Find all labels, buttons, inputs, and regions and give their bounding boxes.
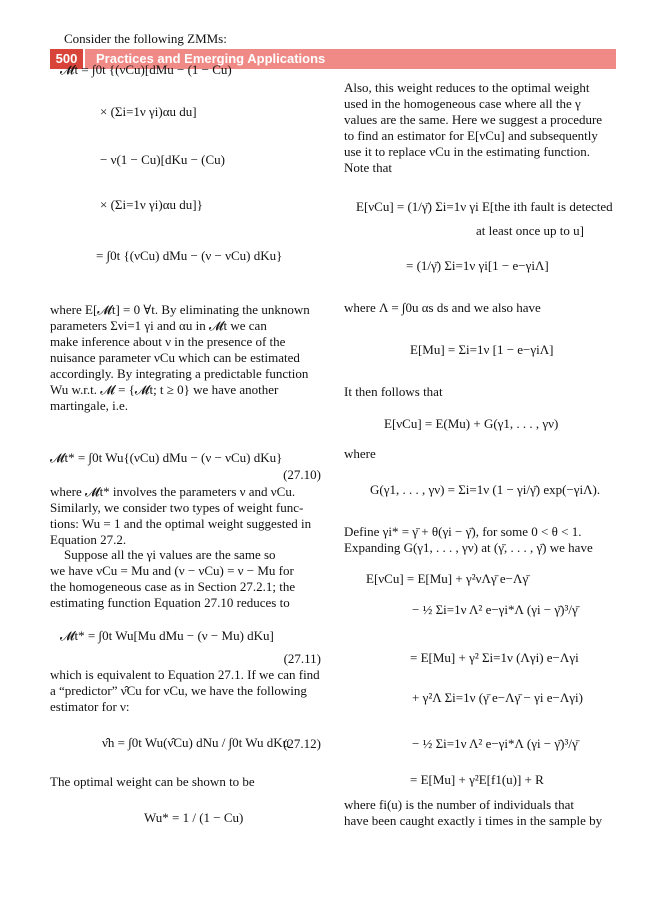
text-line: where 𝓜t* involves the parameters ν and νCu. [50, 484, 296, 499]
paragraph-where-fi [344, 797, 615, 829]
text-line: where E[𝓜t] = 0 ∀t. By eliminating the unknown [50, 302, 310, 317]
text-line: used in the homogeneous case where all the γ [344, 96, 581, 111]
paragraph-involves [50, 484, 321, 548]
paragraph-equivalent [50, 667, 321, 715]
text-line: nuisance parameter νCu which can be estimated [50, 350, 300, 365]
equation-expected-vcu-line2: at least once up to u] [476, 223, 584, 238]
paragraph: where [344, 446, 376, 461]
equation-27-12: ν̂h = ∫0t Wu(ν̂Cu) dNu / ∫0t Wu dKu [102, 735, 290, 750]
equation-expansion-line3: = E[Mu] + γ² Σi=1ν (Λγi) e−Λγi [410, 650, 579, 665]
paragraph: It then follows that [344, 384, 443, 399]
running-title: Practices and Emerging Applications [96, 51, 326, 66]
equation-27-11: 𝓜t* = ∫0t Wu[Mu dMu − (ν − Mu) dKu] [60, 628, 274, 643]
text-line: which is equivalent to Equation 27.1. If we can find [50, 667, 320, 682]
equation-zmm-line3: − ν(1 − Cu)[dKu − (Cu) [100, 152, 225, 167]
paragraph-suppose [50, 547, 321, 611]
text-line: Equation 27.2. [50, 532, 127, 547]
text-line: estimator for ν: [50, 699, 130, 714]
equation-number: (27.11) [283, 651, 321, 666]
text-line: have been caught exactly i times in the sample by [344, 813, 603, 828]
text-line: Suppose all the γi values are the same so [64, 547, 276, 562]
paragraph: where Λ = ∫0u αs ds and we also have [344, 300, 541, 315]
text-line: where fi(u) is the number of individuals that [344, 797, 574, 812]
equation-zmm-line5: = ∫0t {(νCu) dMu − (ν − νCu) dKu} [96, 248, 283, 263]
text-line: tions: Wu = 1 and the optimal weight suggested in [50, 516, 312, 531]
paragraph: Consider the following ZMMs: [64, 31, 227, 46]
text-line: Define γi* = γ̄ + θ(γi − γ̄), for some 0 < θ < 1. [344, 524, 582, 539]
equation-expansion-line2: − ½ Σi=1ν Λ² e−γi*Λ (γi − γ̄)³/γ̄ [412, 602, 578, 617]
paragraph-eliminating [50, 302, 321, 414]
text-line: Also, this weight reduces to the optimal weight [344, 80, 590, 95]
text-line: the homogeneous case as in Section 27.2.1; the [50, 579, 296, 594]
text-line: to find an estimator for E[νCu] and subsequently [344, 128, 598, 143]
text-line: Similarly, we consider two types of weight func- [50, 500, 304, 515]
paragraph: The optimal weight can be shown to be [50, 774, 255, 789]
paragraph-also [344, 80, 615, 176]
equation-expected-mu: E[Mu] = Σi=1ν [1 − e−γiΛ] [410, 342, 554, 357]
equation-number: (27.10) [283, 467, 321, 482]
equation-expansion-line6: = E[Mu] + γ²E[f1(u)] + R [410, 772, 544, 787]
paragraph-define [344, 524, 615, 556]
equation-g-function: G(γ1, . . . , γν) = Σi=1ν (1 − γi/γ̄) exp(−γiΛ). [370, 482, 601, 497]
equation-number: (27.12) [283, 736, 321, 751]
page-number: 500 [50, 49, 83, 69]
equation-zmm-line2: × (Σi=1ν γi)αu du] [100, 104, 197, 119]
equation-optimal-weight: Wu* = 1 / (1 − Cu) [144, 810, 244, 825]
equation-expansion-line1: E[νCu] = E[Mu] + γ²νΛγ̄ e−Λγ̄ [366, 571, 529, 586]
text-line: use it to replace νCu in the estimating function. [344, 144, 590, 159]
text-line: make inference about ν in the presence of the [50, 334, 286, 349]
text-line: accordingly. By integrating a predictable function [50, 366, 309, 381]
equation-expansion-line5: − ½ Σi=1ν Λ² e−γi*Λ (γi − γ̄)³/γ̄ [412, 736, 578, 751]
text-line: we have νCu = Mu and (ν − νCu) = ν − Mu for [50, 563, 294, 578]
text-line: Expanding G(γ1, . . . , γν) at (γ̄, . . . , γ̄) we have [344, 540, 593, 555]
text-line: parameters Σνi=1 γi and αu in 𝓜t we can [50, 318, 267, 333]
text-line: Note that [344, 160, 393, 175]
equation-expected-vcu-line1: E[νCu] = (1/γ̄) Σi=1ν γi E[the ith fault is detected [356, 199, 613, 214]
equation-expected-vcu-line3: = (1/γ̄) Σi=1ν γi[1 − e−γiΛ] [406, 258, 549, 273]
equation-expected-vcu-g: E[νCu] = E(Mu) + G(γ1, . . . , γν) [384, 416, 559, 431]
equation-expansion-line4: + γ²Λ Σi=1ν (γ̄ e−Λγ̄ − γi e−Λγi) [412, 690, 583, 705]
equation-zmm-line4: × (Σi=1ν γi)αu du]} [100, 197, 203, 212]
text-line: Wu w.r.t. 𝓜 = {𝓜t; t ≥ 0} we have another [50, 382, 279, 397]
text-line: a “predictor” ν̂Cu for νCu, we have the following [50, 683, 307, 698]
equation-zmm-line1: 𝓜t = ∫0t {(νCu)[dMu − (1 − Cu) [60, 62, 232, 77]
text-line: martingale, i.e. [50, 398, 128, 413]
text-line: estimating function Equation 27.10 reduces to [50, 595, 290, 610]
text-line: values are the same. Here we suggest a procedure [344, 112, 603, 127]
equation-27-10: 𝓜t* = ∫0t Wu{(νCu) dMu − (ν − νCu) dKu} [50, 450, 283, 465]
